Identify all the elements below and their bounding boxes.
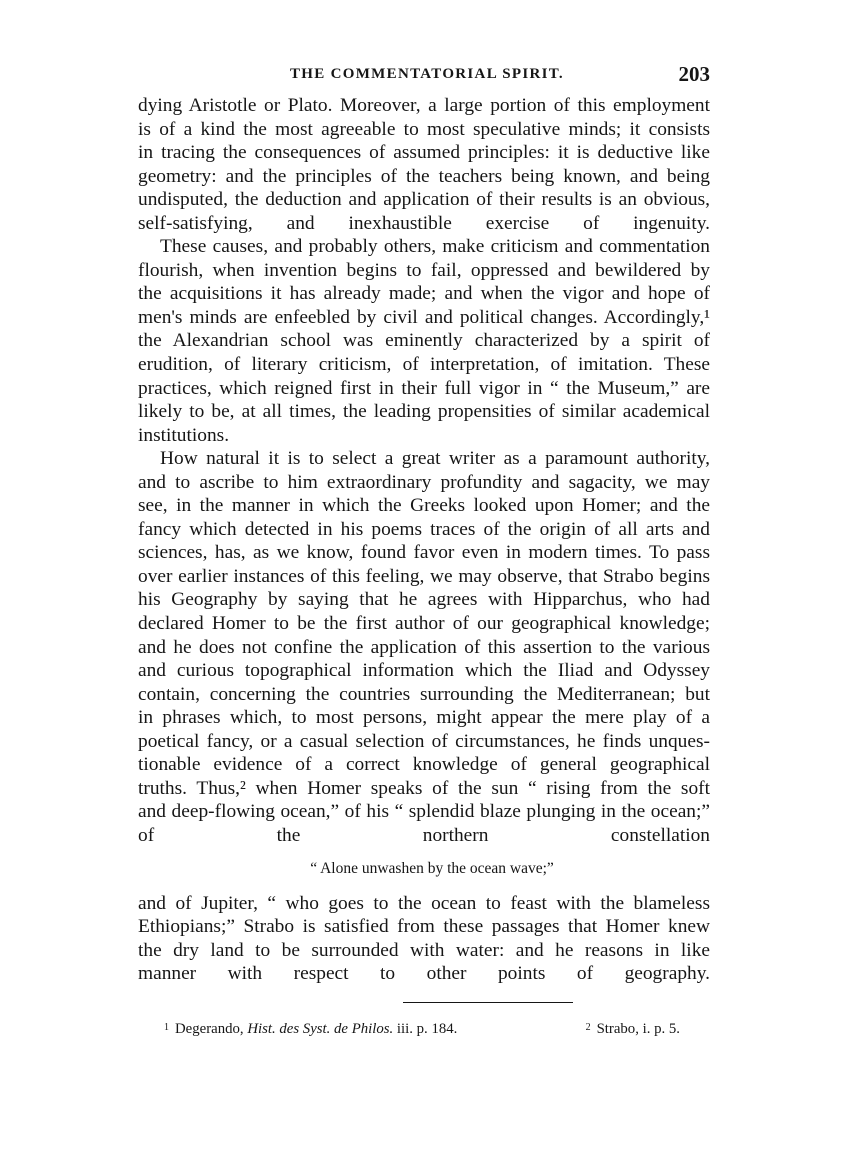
footnote-1: [164, 1017, 457, 1040]
footnote-author: Degerando,: [175, 1020, 244, 1037]
footnote-rule: [403, 1002, 573, 1003]
paragraph: How natural it is to select a great writer as a paramount authority, and to ascribe to him extraordinary profundity and sagacity, we may see, in the manner in which the Greeks looked upon Homer; and the fancy which detected in his poems traces of the origin of all arts and sciences, has, as we know, found favor even in modern times. To pass over earlier instances of this feeling, we may observe, that Strabo begins his Geography by saying that he agrees with Hipparchus, who had declared Homer to be the first author of our geographical knowledge; and he does not confine the application of this assertion to the various and curious topographical information which the Iliad and Odyssey contain, concerning the countries surrounding the Mediterranean; but in phrases which, to most persons, might appear the mere play of a poetical fancy, or a casual selection of circumstances, he finds unques- tionable evidence of a correct knowledge of general geographical truths. Thus,² when Homer speaks of the sun “ rising from the soft and deep-flowing ocean,” of his “ splendid blaze plunging in the ocean;” of the northern constellation: [138, 448, 710, 846]
book-page: [138, 64, 710, 1041]
paragraph: These causes, and probably others, make criticism and commentation flourish, when invention begins to fail, oppressed and bewildered by the acquisitions it has already made; and when the vigor and hope of men's minds are enfeebled by civil and political changes. Accordingly,¹ the Alexandrian school was eminently characterized by a spirit of erudition, of literary criticism, of interpretation, of imitation. These practices, which reigned first in their full vigor in “ the Museum,” are likely to be, at all times, the leading propensities of similar academical institutions.: [138, 236, 710, 446]
footnote-2: [586, 1017, 680, 1040]
footnote-text: Strabo, i. p. 5.: [596, 1020, 680, 1037]
footnote-title: Hist. des Syst. de Philos.: [247, 1020, 394, 1037]
footnote-marker: 1: [164, 1021, 169, 1033]
footnote-ref: iii. p. 184.: [396, 1020, 458, 1037]
verse-quote: “ Alone unwashen by the ocean wave;”: [310, 859, 554, 877]
page-number: 203: [678, 62, 710, 86]
paragraph: dying Aristotle or Plato. Moreover, a large portion of this employment is of a kind the most agreeable to most speculative minds; it consists in tracing the consequences of assumed principles: it is deductive like geometry: and the principles of the teachers being known, and being undisputed, the deduction and application of their results is an obvious, self-satisfying, and inexhaustible exercise of ingenuity.: [138, 95, 710, 234]
running-head: [138, 64, 710, 94]
body-text: [138, 94, 710, 986]
running-title: THE COMMENTATORIAL SPIRIT.: [290, 66, 564, 82]
paragraph: and of Jupiter, “ who goes to the ocean to feast with the blameless Ethiopians;” Strabo is satisfied from these passages that Homer knew the dry land to be surrounded with water: and he reasons in like manner with respect to other points of geography.: [138, 892, 710, 985]
footnote-marker: 2: [585, 1021, 591, 1033]
footnotes: [138, 1017, 710, 1041]
